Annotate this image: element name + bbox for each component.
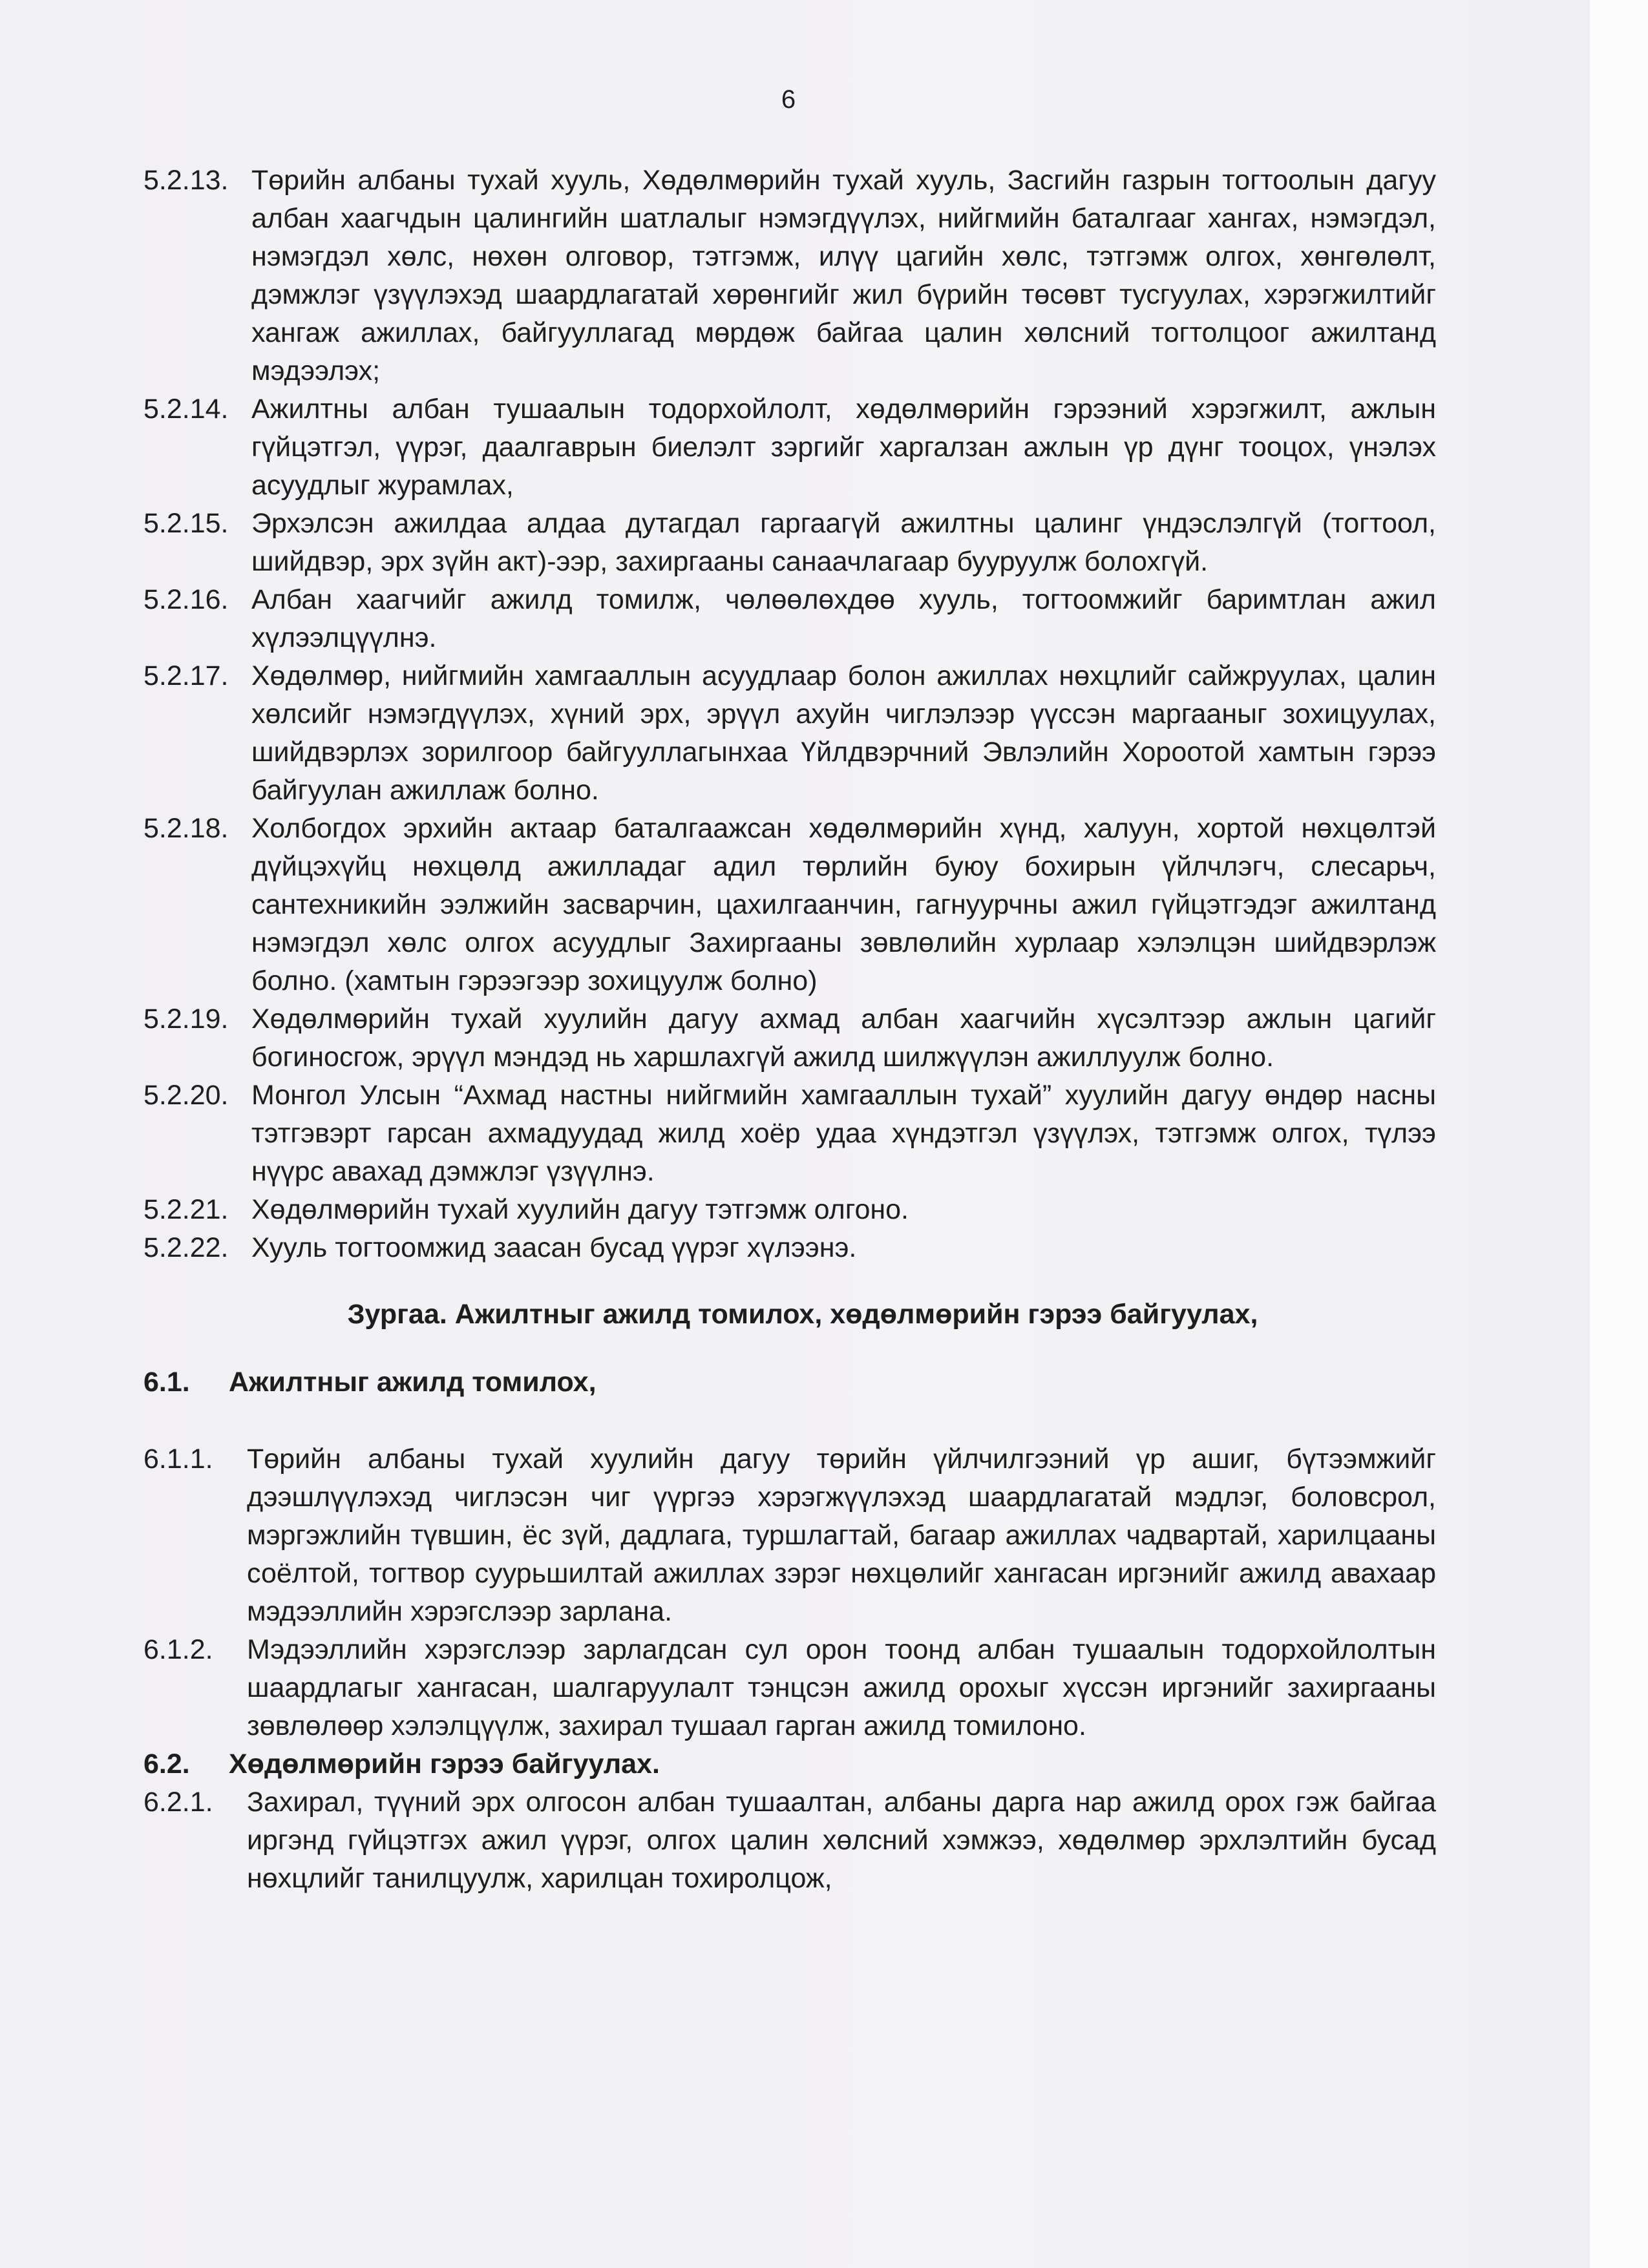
item-number: 5.2.21.: [143, 1194, 229, 1225]
item-number: 5.2.17.: [143, 660, 229, 691]
list-item: [143, 390, 1436, 505]
item-text: Холбогдох эрхийн актаар баталгаажсан хөдөлмөрийн хүнд, халуун, хортой нөхцөлтэй дүйцэхүйц нөхцөлд ажилладаг адил төрлийн буюу бохирын үйлчлэгч, слесарьч, сантехникийн ээлжийн засварчин, цахилгаанчин, гагнуурчны ажил гүйцэтгэдэг ажилтанд нэмэгдэл хөлс олгох асуудлыг Захиргааны зөвлөлийн хурлаар хэлэлцэн шийдвэрлэж болно. (хамтын гэрээгээр зохицуулж болно): [251, 813, 1436, 996]
item-text: Хөдөлмөр, нийгмийн хамгааллын асуудлаар болон ажиллах нөхцлийг сайжруулах, цалин хөлсийг нэмэгдүүлэх, хүний эрх, эрүүл ахуйн чиглэлээр үүссэн маргааныг зохицуулах, шийдвэрлэх зорилгоор байгууллагынхаа Үйлдвэрчний Эвлэлийн Хороотой хамтын гэрээ байгуулан ажиллаж болно.: [251, 660, 1436, 806]
list-item: [143, 1783, 1436, 1898]
list-item: [143, 810, 1436, 1000]
list-item: [143, 1229, 1436, 1267]
list-item: [143, 162, 1436, 390]
item-number: 5.2.20.: [143, 1080, 229, 1111]
item-text: Албан хаагчийг ажилд томилж, чөлөөлөхдөө хууль, тогтоомжийг баримтлан ажил хүлээлцүүлнэ.: [251, 584, 1436, 653]
item-number: 5.2.14.: [143, 394, 229, 425]
item-number: 5.2.22.: [143, 1232, 229, 1263]
item-text: Хөдөлмөрийн тухай хуулийн дагуу ахмад албан хаагчийн хүсэлтээр ажлын цагийг богиносгож, эрүүл мэндэд нь харшлахгүй ажилд шилжүүлэн ажиллуулж болно.: [251, 1003, 1436, 1073]
item-text: Хууль тогтоомжид заасан бусад үүрэг хүлээнэ.: [251, 1232, 857, 1263]
item-text: Мэдээллийн хэрэгслээр зарлагдсан сул орон тоонд албан тушаалын тодорхойлолтын шаардлагыг хангасан, шалгаруулалт тэнцсэн ажилд орохыг хүссэн иргэнийг захиргааны зөвлөлөөр хэлэлцүүлж, захирал тушаал гарган ажилд томилоно.: [247, 1634, 1436, 1741]
item-text: Хөдөлмөрийн тухай хуулийн дагуу тэтгэмж олгоно.: [251, 1194, 909, 1225]
subsection-heading: [143, 1745, 1436, 1783]
subsection-number: 6.2.: [143, 1748, 190, 1780]
item-number: 6.2.1.: [143, 1787, 213, 1818]
item-number: 5.2.19.: [143, 1003, 229, 1034]
item-number: 6.1.2.: [143, 1634, 213, 1665]
item-number: 5.2.16.: [143, 584, 229, 615]
scan-margin-strip: [1590, 0, 1648, 2268]
item-number: 5.2.13.: [143, 165, 229, 196]
list-item: [143, 1000, 1436, 1076]
subsection-heading: [143, 1363, 1436, 1402]
item-text: Төрийн албаны тухай хуулийн дагуу төрийн үйлчилгээний үр ашиг, бүтээмжийг дээшлүүлэхэд чиглэсэн чиг үүргээ хэрэгжүүлэхэд шаардлагатай мэдлэг, боловсрол, мэргэжлийн түвшин, ёс зүй, дадлага, туршлагтай, багаар ажиллах чадвартай, харилцааны соёлтой, тогтвор суурьшилтай ажиллах зэрэг нөхцөлийг хангасан иргэнийг ажилд авахаар мэдээллийн хэрэгслээр зарлана.: [247, 1444, 1436, 1627]
subsection-title: Хөдөлмөрийн гэрээ байгуулах.: [229, 1748, 660, 1780]
document-body: [143, 162, 1436, 1898]
section-heading: Зургаа. Ажилтныг ажилд томилох, хөдөлмөрийн гэрээ байгуулах,: [347, 1299, 1258, 1330]
subsection-number: 6.1.: [143, 1367, 190, 1398]
page-number: 6: [781, 85, 796, 114]
item-text: Ажилтны албан тушаалын тодорхойлолт, хөдөлмөрийн гэрээний хэрэгжилт, ажлын гүйцэтгэл, үүрэг, даалгаврын биелэлт зэргийг харгалзан ажлын үр дүнг тооцох, үнэлэх асуудлыг журамлах,: [251, 394, 1436, 501]
list-item: [143, 1440, 1436, 1631]
item-number: 5.2.15.: [143, 508, 229, 539]
list-item: [143, 1076, 1436, 1191]
list-item: [143, 657, 1436, 810]
item-number: 5.2.18.: [143, 813, 229, 844]
list-item: [143, 1191, 1436, 1229]
item-text: Захирал, түүний эрх олгосон албан тушаалтан, албаны дарга нар ажилд орох гэж байгаа иргэнд гүйцэтгэх ажил үүрэг, олгох цалин хөлсний хэмжээ, хөдөлмөр эрхлэлтийн бусад нөхцлийг танилцуулж, харилцан тохиролцож,: [247, 1787, 1436, 1894]
item-text: Төрийн албаны тухай хууль, Хөдөлмөрийн тухай хууль, Засгийн газрын тогтоолын дагуу албан хаагчдын цалингийн шатлалыг нэмэгдүүлэх, нийгмийн баталгааг хангах, нэмэгдэл, нэмэгдэл хөлс, нөхөн олговор, тэтгэмж, илүү цагийн хөлс, тэтгэмж олгох, хөнгөлөлт, дэмжлэг үзүүлэхэд шаардлагатай хөрөнгийг жил бүрийн төсөвт тусгуулах, хэрэгжилтийг хангаж ажиллах, байгууллагад мөрдөж байгаа цалин хөлсний тогтолцоог ажилтанд мэдээлэх;: [251, 165, 1436, 386]
item-number: 6.1.1.: [143, 1444, 213, 1475]
item-text: Монгол Улсын “Ахмад настны нийгмийн хамгааллын тухай” хуулийн дагуу өндөр насны тэтгэвэрт гарсан ахмадуудад жилд хоёр удаа хүндэтгэл үзүүлэх, тэтгэмж олгох, түлээ нүүрс авахад дэмжлэг үзүүлнэ.: [251, 1080, 1436, 1187]
list-item: [143, 1631, 1436, 1745]
list-item: [143, 581, 1436, 657]
list-item: [143, 505, 1436, 581]
item-text: Эрхэлсэн ажилдаа алдаа дутагдал гаргаагүй ажилтны цалинг үндэслэлгүй (тогтоол, шийдвэр, эрх зүйн акт)-ээр, захиргааны санаачлагаар бууруулж болохгүй.: [251, 508, 1436, 577]
subsection-title: Ажилтныг ажилд томилох,: [229, 1367, 597, 1398]
